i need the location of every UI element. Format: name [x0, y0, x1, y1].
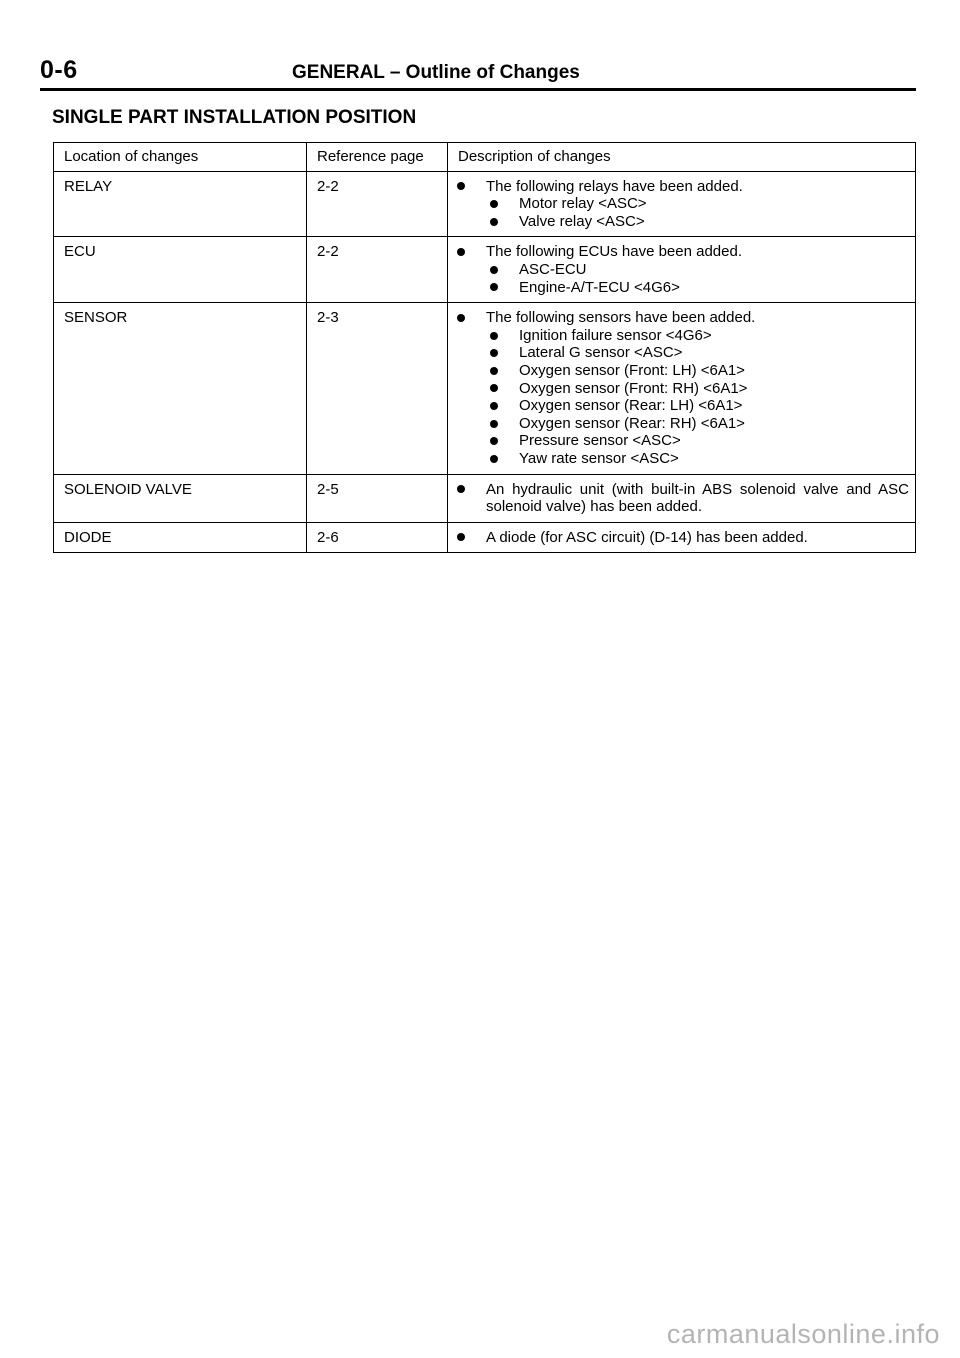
sub-bullet-text: Yaw rate sensor <ASC> — [519, 449, 679, 467]
location-cell: ECU — [54, 237, 307, 303]
reference-cell: 2-6 — [307, 522, 448, 553]
main-bullet-text: The following sensors have been added. — [486, 309, 756, 327]
sub-bullet-line — [454, 327, 909, 345]
main-bullet-line — [454, 529, 909, 547]
sub-bullet-text: Valve relay <ASC> — [519, 212, 645, 230]
changes-table — [53, 142, 916, 553]
sub-bullet-line — [454, 380, 909, 398]
main-bullet-line — [454, 243, 909, 261]
column-header-location: Location of changes — [54, 143, 307, 172]
bullet-icon — [487, 344, 519, 362]
bullet-icon — [487, 415, 519, 433]
bullet-icon — [454, 529, 486, 547]
sub-bullet-line — [454, 450, 909, 468]
section-heading: SINGLE PART INSTALLATION POSITION — [52, 107, 417, 128]
main-bullet-text: The following relays have been added. — [486, 177, 743, 195]
bullet-icon — [487, 261, 519, 279]
sub-bullet-text: Lateral G sensor <ASC> — [519, 344, 683, 362]
main-bullet-line — [454, 309, 909, 327]
sub-bullet-text: ASC-ECU — [519, 260, 587, 278]
bullet-icon — [487, 450, 519, 468]
table-row — [54, 171, 916, 237]
page-number: 0-6 — [40, 56, 78, 84]
sub-bullet-text: Ignition failure sensor <4G6> — [519, 326, 712, 344]
bullet-icon — [487, 195, 519, 213]
sub-bullet-text: Motor relay <ASC> — [519, 195, 647, 213]
table-header-row — [54, 143, 916, 172]
sub-bullet-text: Pressure sensor <ASC> — [519, 432, 681, 450]
main-bullet-text: A diode (for ASC circuit) (D-14) has been added. — [486, 528, 808, 546]
location-cell: RELAY — [54, 171, 307, 237]
reference-cell: 2-5 — [307, 474, 448, 522]
column-header-description: Description of changes — [448, 143, 916, 172]
sub-bullet-line — [454, 362, 909, 380]
bullet-icon — [487, 432, 519, 450]
main-bullet-text: An hydraulic unit (with built-in ABS solenoid valve and ASC solenoid valve) has been added. — [486, 480, 909, 516]
location-cell: SENSOR — [54, 303, 307, 474]
sub-bullet-text: Oxygen sensor (Rear: LH) <6A1> — [519, 397, 743, 415]
main-bullet-line — [454, 481, 909, 516]
sub-bullet-line — [454, 432, 909, 450]
table-row — [54, 474, 916, 522]
sub-bullet-line — [454, 213, 909, 231]
description-cell — [448, 171, 916, 237]
bullet-icon — [454, 481, 486, 499]
bullet-icon — [487, 327, 519, 345]
bullet-icon — [487, 279, 519, 297]
bullet-icon — [454, 309, 486, 327]
reference-cell: 2-2 — [307, 237, 448, 303]
bullet-icon — [487, 362, 519, 380]
bullet-icon — [454, 243, 486, 261]
watermark: carmanualsonline.info — [666, 1319, 940, 1349]
sub-bullet-text: Oxygen sensor (Rear: RH) <6A1> — [519, 414, 745, 432]
sub-bullet-text: Oxygen sensor (Front: RH) <6A1> — [519, 379, 748, 397]
bullet-icon — [454, 178, 486, 196]
description-cell — [448, 237, 916, 303]
sub-bullet-text: Engine-A/T-ECU <4G6> — [519, 278, 680, 296]
bullet-icon — [487, 213, 519, 231]
sub-bullet-text: Oxygen sensor (Front: LH) <6A1> — [519, 361, 745, 379]
sub-bullet-line — [454, 344, 909, 362]
bullet-icon — [487, 397, 519, 415]
description-cell — [448, 303, 916, 474]
sub-bullet-line — [454, 261, 909, 279]
table-row — [54, 237, 916, 303]
location-cell: DIODE — [54, 522, 307, 553]
reference-cell: 2-3 — [307, 303, 448, 474]
location-cell: SOLENOID VALVE — [54, 474, 307, 522]
main-bullet-line — [454, 178, 909, 196]
table-row — [54, 303, 916, 474]
table-row — [54, 522, 916, 553]
sub-bullet-line — [454, 415, 909, 433]
column-header-reference: Reference page — [307, 143, 448, 172]
bullet-icon — [487, 380, 519, 398]
main-bullet-text: The following ECUs have been added. — [486, 243, 742, 261]
description-cell — [448, 522, 916, 553]
description-cell — [448, 474, 916, 522]
header-rule — [40, 88, 916, 91]
page-header — [40, 56, 916, 90]
sub-bullet-line — [454, 279, 909, 297]
sub-bullet-line — [454, 195, 909, 213]
sub-bullet-line — [454, 397, 909, 415]
header-title: GENERAL – Outline of Changes — [292, 62, 580, 83]
reference-cell: 2-2 — [307, 171, 448, 237]
